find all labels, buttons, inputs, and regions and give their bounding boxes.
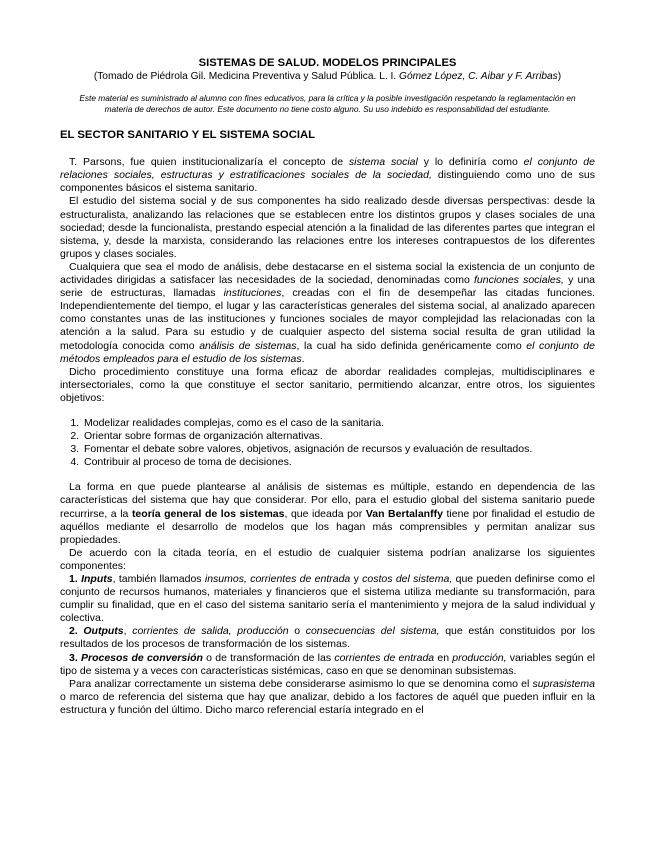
paragraph-suprasystem: Para analizar correctamente un sistema debe considerarse asimismo lo que se denomina como el suprasistema o marco de referencia del sistema que hay que analizar, debido a los factores de aquél que pueden influir en la estructura y función del último. Dicho marco referencial estaría integrado en el <box>60 677 595 716</box>
document-page <box>60 56 595 717</box>
document-title: SISTEMAS DE SALUD. MODELOS PRINCIPALES <box>198 57 457 69</box>
source-citation: (Tomado de Piédrola Gil. Medicina Preventiva y Salud Pública. L. I. Gómez López, C. Aibar y F. Arribas) <box>93 71 562 82</box>
list-item: 2. Orientar sobre formas de organización alternativas. <box>82 430 595 443</box>
paragraph-procedure: Dicho procedimiento constituye una forma eficaz de abordar realidades complejas, multidisciplinares e intersectoriales, como la que constituye el sector sanitario, permitiendo alcanzar, entre otros, los siguientes objetivos: <box>60 365 595 404</box>
paragraph-components-intro: De acuerdo con la citada teoría, en el estudio de cualquier sistema podrían analizarse los siguientes componentes: <box>60 546 595 572</box>
section-heading: EL SECTOR SANITARIO Y EL SISTEMA SOCIAL <box>60 129 316 142</box>
paragraph-systems-theory: La forma en que puede plantearse al análisis de sistemas es múltiple, estando en dependencia de las características del sistema que hay que considerar. Por ello, para el estudio global del sistema sanitario puede recurrirse, a la teoría general de los sistemas, que ideada por Van Bertalanffy tiene por finalidad el estudio de aquéllos mediante el desarrollo de modelos que los hagan más comprensibles y permitan analizar sus propiedades. <box>60 481 596 546</box>
list-item: 1. Modelizar realidades complejas, como es el caso de la sanitaria. <box>82 417 595 430</box>
component-inputs: 1. Inputs, también llamados insumos, corrientes de entrada y costos del sistema, que pueden definirse como el conjunto de recursos humanos, materiales y financieros que el sistema utiliza mediante su transformación, para cumplir su finalidad, que en el caso del sistema sanitario sería el mantenimiento y mejora de la salud individual y colectiva. <box>60 573 595 625</box>
paragraph-perspectives: El estudio del sistema social y de sus componentes ha sido realizado desde diversas perspectivas: desde la estructuralista, analizando las relaciones que se establecen entre los distintos grupos y clases sociales de una sociedad; desde la funcionalista, prestando especial atención a la finalidad de las diferentes partes que integran el sistema, y, desde la marxista, considerando las relaciones entre los intereses contrapuestos de los diferentes grupos y clases sociales. <box>60 195 595 260</box>
paragraph-analysis: Cualquiera que sea el modo de análisis, debe destacarse en el sistema social la existencia de un conjunto de actividades dirigidas a satisfacer las necesidades de la sociedad, denominadas como funciones sociales, y una serie de estructuras, llamadas instituciones, creadas con el fin de desempeñar las citadas funciones. Independientemente del tiempo, el lugar y las características generales del sistema social, al analizado aparecen como constantes unas de las instituciones y funciones sociales de mayor complejidad las relacionadas con la atención a la salud. Para su estudio y de cualquier aspecto del sistema social resulta de gran utilidad la metodología conocida como análisis de sistemas, la cual ha sido definida genéricamente como el conjunto de métodos empleados para el estudio de los sistemas. <box>60 260 596 365</box>
paragraph-parsons: T. Parsons, fue quien institucionalizaría el concepto de sistema social y lo definiría como el conjunto de relaciones sociales, estructuras y estratificaciones sociales de la sociedad, distinguiendo como uno de sus componentes básicos el sistema sanitario. <box>60 156 595 195</box>
list-item: 3. Fomentar el debate sobre valores, objetivos, asignación de recursos y evaluación de resultados. <box>82 443 595 456</box>
component-conversion: 3. Procesos de conversión o de transformación de las corrientes de entrada en producción, variables según el tipo de sistema y a veces con características sistémicas, caso en que se denominan subsistemas. <box>60 651 595 677</box>
objectives-list <box>60 417 595 469</box>
list-item: 4. Contribuir al proceso de toma de decisiones. <box>82 456 595 469</box>
copyright-notice: Este material es suministrado al alumno con fines educativos, para la crítica y la posible investigación respetando la reglamentación en materia de derechos de autor. Este documento no tiene costo alguno. Su uso indebido es responsabilidad del estudiante. <box>79 93 576 114</box>
component-outputs: 2. Outputs, corrientes de salida, producción o consecuencias del sistema, que están constituidos por los resultados de los procesos de transformación de los sistemas. <box>60 625 595 651</box>
